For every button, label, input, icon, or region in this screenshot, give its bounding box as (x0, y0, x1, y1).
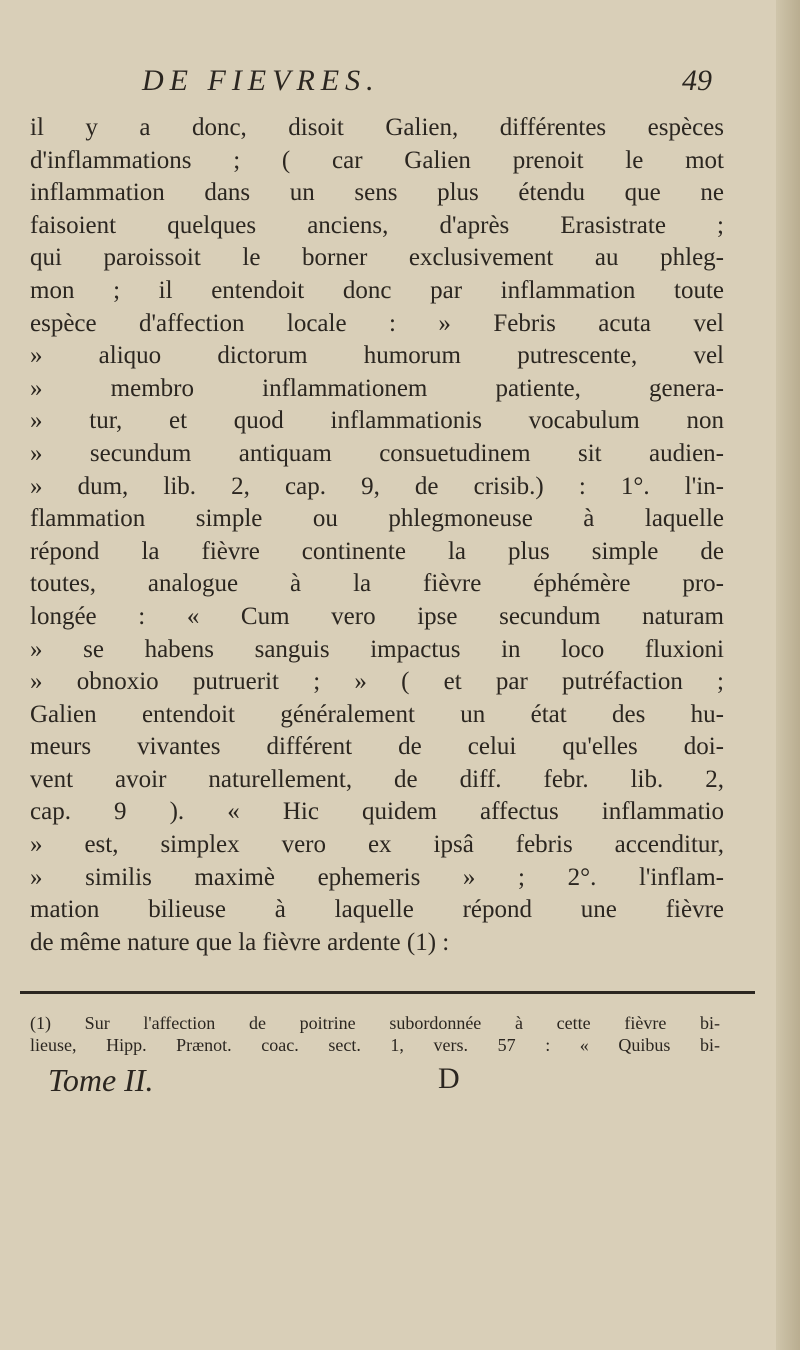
page-number: 49 (682, 64, 712, 97)
page-edge (776, 0, 800, 1350)
text-line: inflammation dans un sens plus étendu que ne (30, 179, 724, 207)
footnote (30, 1012, 750, 1056)
text-line: qui paroissoit le borner exclusivement au phleg- (30, 244, 724, 272)
text-line: » se habens sanguis impactus in loco fluxioni (30, 635, 724, 663)
text-line: espèce d'affection locale : » Febris acuta vel (30, 309, 724, 337)
text-line: » similis maximè ephemeris » ; 2°. l'inflam- (30, 863, 724, 891)
text-line: répond la fièvre continente la plus simple de (30, 537, 724, 565)
text-line: » membro inflammationem patiente, genera- (30, 374, 724, 402)
text-line: » aliquo dictorum humorum putrescente, vel (30, 342, 724, 370)
text-line: » est, simplex vero ex ipsâ febris accenditur, (30, 831, 724, 859)
text-line: Galien entendoit généralement un état des hu- (30, 700, 724, 728)
running-title: DE FIEVRES. (142, 64, 380, 97)
text-line: mation bilieuse à laquelle répond une fièvre (30, 896, 724, 924)
text-line: flammation simple ou phlegmoneuse à laquelle (30, 505, 724, 533)
text-line: cap. 9 ). « Hic quidem affectus inflammatio (30, 798, 724, 826)
text-line: toutes, analogue à la fièvre éphémère pro- (30, 570, 724, 598)
footnote-rule (20, 991, 755, 994)
text-line: d'inflammations ; ( car Galien prenoit le mot (30, 146, 724, 174)
text-line: il y a donc, disoit Galien, différentes espèces (30, 114, 724, 141)
signature-line (30, 1062, 750, 1106)
text-line: longée : « Cum vero ipse secundum naturam (30, 602, 724, 630)
text-line: faisoient quelques anciens, d'après Erasistrate ; (30, 211, 724, 239)
running-head (30, 60, 750, 112)
footnote-line: (1) Sur l'affection de poitrine subordonnée à cette fièvre bi- (30, 1013, 720, 1034)
text-line: meurs vivantes différent de celui qu'elles doi- (30, 733, 724, 761)
text-line: mon ; il entendoit donc par inflammation toute (30, 276, 724, 304)
text-line: » dum, lib. 2, cap. 9, de crisib.) : 1°. l'in- (30, 472, 724, 500)
book-page (30, 60, 750, 1106)
signature-mark: D (438, 1062, 460, 1096)
text-line: » secundum antiquam consuetudinem sit audien- (30, 439, 724, 467)
text-line: vent avoir naturellement, de diff. febr. lib. 2, (30, 765, 724, 793)
footnote-line: lieuse, Hipp. Prænot. coac. sect. 1, vers. 57 : « Quibus bi- (30, 1035, 720, 1056)
volume-label: Tome II. (48, 1062, 154, 1099)
body-text (30, 112, 750, 959)
text-line: » tur, et quod inflammationis vocabulum non (30, 407, 724, 435)
text-line: de même nature que la fièvre ardente (1) : (30, 928, 450, 956)
text-line: » obnoxio putruerit ; » ( et par putréfaction ; (30, 668, 724, 696)
